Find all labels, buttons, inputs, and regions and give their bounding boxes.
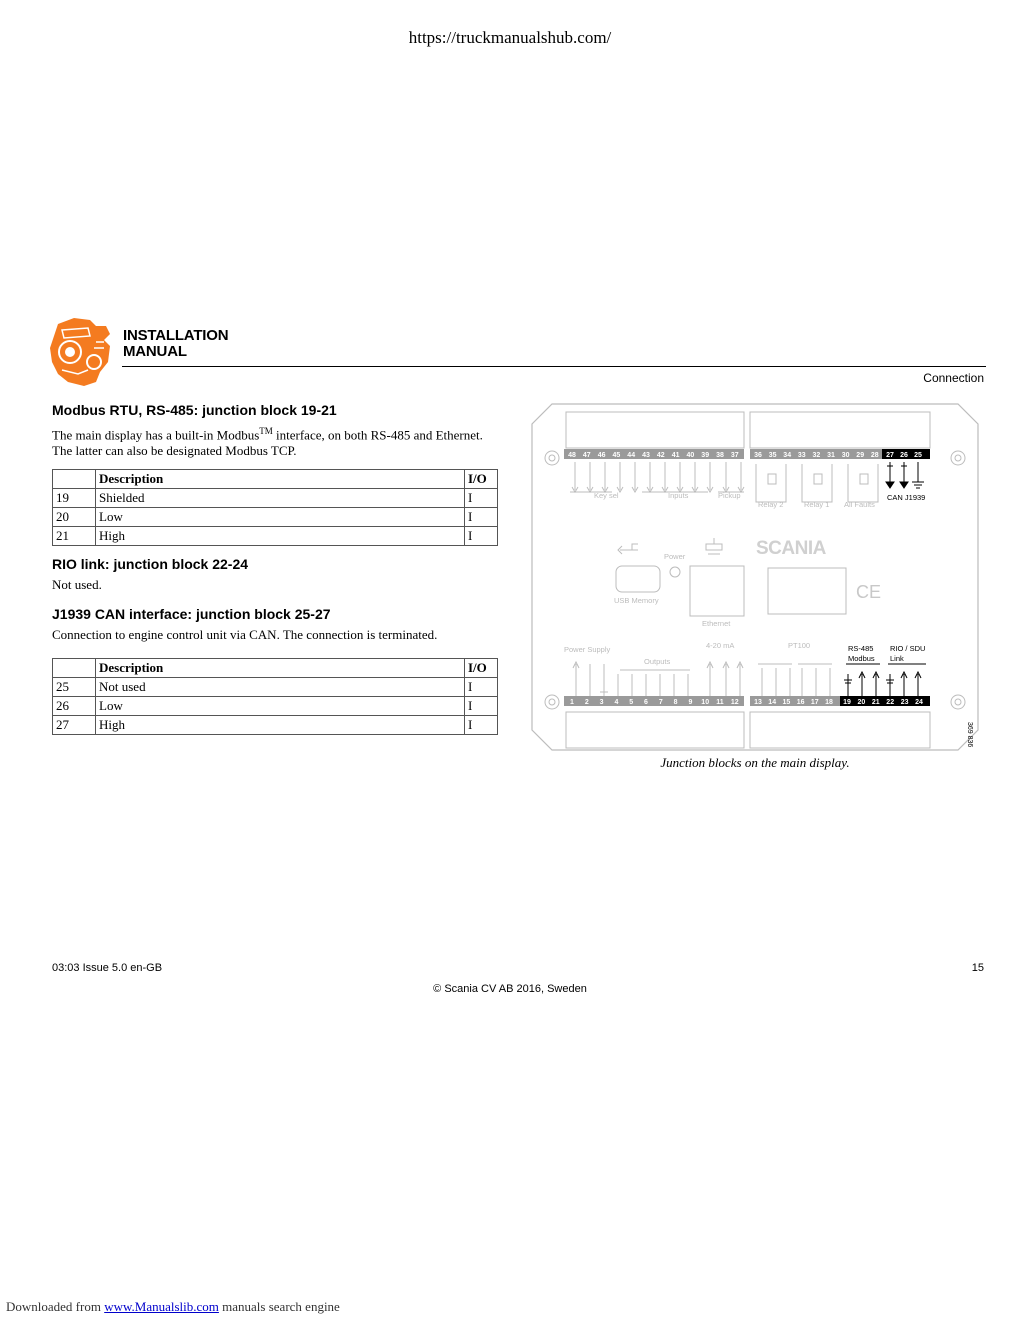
pin-number: 3 (599, 699, 604, 706)
pin-number: 44 (627, 452, 636, 459)
pin-number: 34 (783, 452, 792, 459)
table-cell: High (96, 716, 465, 735)
pin-number: 17 (810, 699, 819, 706)
table-cell: 20 (53, 508, 96, 527)
pin-number: 15 (782, 699, 791, 706)
top-connector-left (566, 412, 744, 448)
pin-number: 38 (716, 452, 724, 459)
pin-number: 20 (857, 699, 866, 706)
key-sel-label: Key sel (594, 491, 619, 500)
top-black-pins (886, 452, 922, 459)
table-row (53, 697, 498, 716)
header-rule (122, 366, 986, 367)
relay1-label: Relay 1 (804, 500, 830, 509)
pin-number: 31 (827, 452, 835, 459)
mount-hole-icon (545, 451, 559, 465)
scania-logo: SCANIA (756, 538, 826, 559)
pin-number: 16 (796, 699, 805, 706)
copyright: © Scania CV AB 2016, Sweden (433, 983, 587, 995)
mount-hole-icon (951, 695, 965, 709)
pin-number: 7 (658, 699, 663, 706)
pin-number: 27 (886, 452, 894, 459)
modbus-text-c: The latter can also be designated Modbus TCP. (52, 443, 297, 459)
pin-number: 43 (642, 452, 650, 459)
table-cell: High (96, 527, 465, 546)
pin-number: 42 (656, 452, 665, 459)
modbus-heading: Modbus RTU, RS-485: junction block 19-21 (52, 402, 337, 418)
pin-number: 14 (768, 699, 777, 706)
junction-block-diagram (530, 402, 980, 752)
header-cell: Description (96, 659, 465, 678)
relay2-label: Relay 2 (758, 500, 784, 509)
pin-number: 47 (582, 452, 591, 459)
brand-line-1: INSTALLATION (123, 327, 229, 344)
table-cell: I (465, 716, 498, 735)
all-faults-label: All Faults (844, 500, 875, 509)
usb-icon (618, 544, 638, 554)
pin-number: 5 (629, 699, 634, 706)
table-cell: I (465, 527, 498, 546)
trademark-sup: TM (259, 426, 273, 436)
modbus-section (52, 402, 502, 459)
inputs-label: Inputs (668, 491, 689, 500)
table-cell: I (465, 678, 498, 697)
link-label: Link (890, 654, 904, 663)
header-cell: I/O (465, 659, 498, 678)
pin-number: 25 (914, 452, 922, 459)
rio-section (52, 556, 502, 593)
table-row (53, 508, 498, 527)
footer-issue: 03:03 Issue 5.0 en-GB (52, 962, 163, 974)
page-number: 15 (971, 962, 984, 974)
modbus-text-b: interface, on both RS-485 and Ethernet. (272, 427, 483, 443)
pin-number: 18 (825, 699, 833, 706)
pin-number: 26 (900, 452, 908, 459)
pin-number: 45 (612, 452, 621, 459)
modbus-text-a: The main display has a built-in Modbus (52, 427, 260, 443)
table-cell: I (465, 697, 498, 716)
relay-symbols (756, 464, 878, 502)
display-window (768, 568, 846, 614)
bottom-grey-symbols (573, 662, 832, 696)
pin-number: 40 (686, 452, 695, 459)
table-cell: I (465, 489, 498, 508)
pin-number: 23 (900, 699, 909, 706)
pin-number: 24 (915, 699, 923, 706)
power-label: Power (664, 552, 686, 561)
header-cell: I/O (465, 470, 498, 489)
table-cell: 27 (53, 716, 96, 735)
ethernet-port (690, 566, 744, 616)
rio-text: Not used. (52, 577, 102, 592)
table-row (53, 678, 498, 697)
usb-port (616, 566, 660, 592)
rio-sdu-label: RIO / SDU (890, 644, 926, 653)
pin-number: 19 (843, 699, 851, 706)
table-header-row (53, 659, 498, 678)
section-title: Connection (923, 371, 984, 385)
table-row (53, 716, 498, 735)
network-icon (706, 538, 722, 554)
rs485-label: RS-485 (848, 644, 874, 653)
pin-number: 10 (701, 699, 710, 706)
table-cell: 19 (53, 489, 96, 508)
pin-number: 9 (688, 699, 693, 706)
downloaded-suffix: manuals search engine (218, 1299, 340, 1314)
table-cell: Low (96, 697, 465, 716)
brand-line-2: MANUAL (123, 343, 187, 360)
pin-number: 21 (871, 699, 880, 706)
engine-logo-icon (44, 312, 120, 388)
figure-ref-number: 369 836 (966, 722, 973, 748)
table-cell: I (465, 508, 498, 527)
ce-mark: CE (856, 582, 882, 602)
bottom-connector-right (750, 712, 930, 748)
pin-number: 2 (584, 699, 589, 706)
bottom-connector-left (566, 712, 744, 748)
pin-number: 13 (754, 699, 762, 706)
j1939-text: Connection to engine control unit via CAN. The connection is terminated. (52, 627, 438, 642)
pin-number: 32 (812, 452, 821, 459)
pin-number: 37 (730, 452, 739, 459)
pin-number: 36 (754, 452, 762, 459)
pin-number: 4 (614, 699, 619, 706)
pin-number: 30 (841, 452, 850, 459)
pin-number: 41 (671, 452, 680, 459)
j1939-table (52, 658, 498, 735)
rio-heading: RIO link: junction block 22-24 (52, 556, 249, 572)
pin-number: 11 (716, 699, 724, 706)
manual-title (123, 328, 228, 360)
diagram-caption: Junction blocks on the main display. (660, 755, 850, 770)
manualslib-link[interactable]: www.Manualslib.com (104, 1299, 219, 1314)
pin-number: 1 (570, 699, 574, 706)
outputs-label: Outputs (644, 657, 671, 666)
header-cell (53, 470, 96, 489)
pin-number: 46 (597, 452, 606, 459)
pin-number: 39 (701, 452, 710, 459)
pin-number: 28 (870, 452, 879, 459)
pin-number: 22 (886, 699, 895, 706)
usb-memory-label: USB Memory (614, 596, 659, 605)
top-connector-right (750, 412, 930, 448)
downloaded-prefix: Downloaded from (6, 1299, 105, 1314)
pin-number: 33 (797, 452, 806, 459)
pin-number: 8 (673, 699, 678, 706)
power-supply-label: Power Supply (564, 645, 611, 654)
mount-hole-icon (951, 451, 965, 465)
table-cell: 21 (53, 527, 96, 546)
table-row (53, 527, 498, 546)
modbus-paragraph (52, 423, 502, 459)
table-cell: 26 (53, 697, 96, 716)
source-url[interactable]: https://truckmanualshub.com/ (408, 28, 612, 47)
pickup-label: Pickup (718, 491, 741, 500)
ethernet-label: Ethernet (702, 619, 731, 628)
downloaded-from (6, 1299, 340, 1315)
ma-label: 4-20 mA (706, 641, 735, 650)
pin-number: 6 (644, 699, 648, 706)
can-arrows (886, 462, 924, 488)
pt100-label: PT100 (788, 641, 811, 650)
pin-number: 12 (730, 699, 739, 706)
mount-hole-icon (545, 695, 559, 709)
header-cell: Description (96, 470, 465, 489)
pin-number: 35 (768, 452, 777, 459)
can-label: CAN J1939 (887, 493, 926, 502)
table-cell: 25 (53, 678, 96, 697)
pin-number: 48 (568, 452, 576, 459)
pin-number: 29 (856, 452, 865, 459)
j1939-heading: J1939 CAN interface: junction block 25-27 (52, 606, 331, 622)
table-row (53, 489, 498, 508)
table-header-row (53, 470, 498, 489)
table-cell: Low (96, 508, 465, 527)
header-cell (53, 659, 96, 678)
modbus-table (52, 469, 498, 546)
top-grey-pins (568, 452, 879, 459)
bottom-black-symbols (844, 664, 926, 696)
input-arrows (570, 462, 744, 492)
j1939-section (52, 606, 502, 643)
table-cell: Not used (96, 678, 465, 697)
modbus-label: Modbus (848, 654, 875, 663)
power-led (670, 567, 680, 577)
table-cell: Shielded (96, 489, 465, 508)
